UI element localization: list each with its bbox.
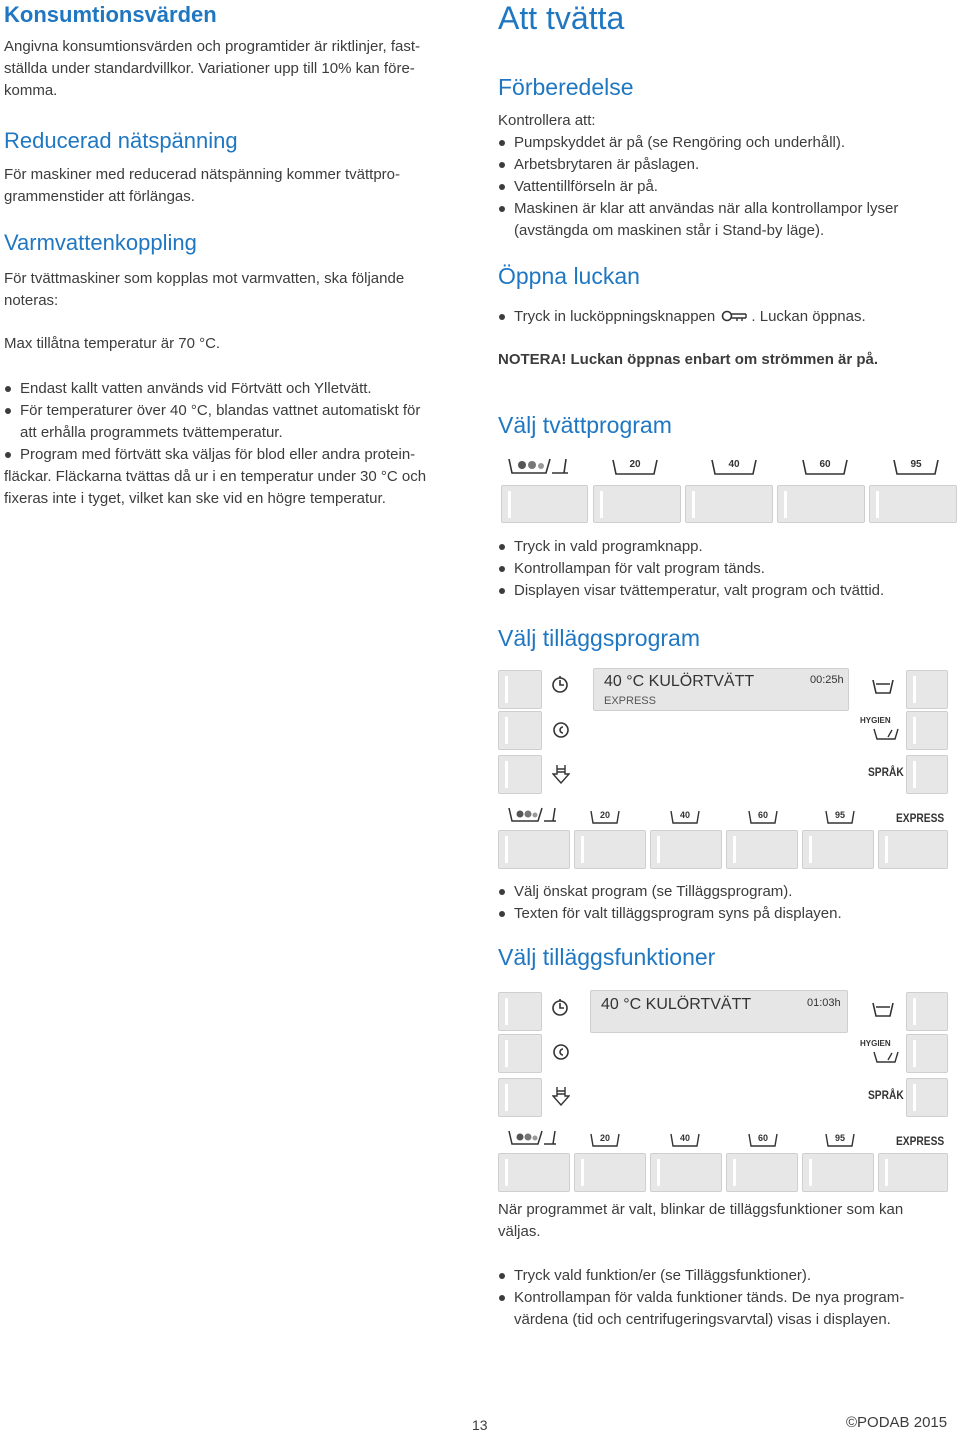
text-line: värdena (tid och centrifugeringsvarvtal) visas i displayen. — [514, 1311, 891, 1328]
temp-label: 95 — [834, 1133, 845, 1143]
key-icon — [721, 309, 749, 323]
preparation-intro: Kontrollera att: — [498, 112, 596, 129]
text-line: väljas. — [498, 1223, 541, 1240]
temp-label: 60 — [819, 459, 831, 470]
hot-water-bullets — [4, 378, 466, 466]
copyright: ©PODAB 2015 — [846, 1414, 948, 1431]
text-line: Arbetsbrytaren är påslagen. — [514, 156, 700, 173]
hygien-label: HYGIEN — [860, 716, 891, 725]
text-line: Välj önskat program (se Tilläggsprogram). — [514, 883, 793, 900]
temp-60-icon — [748, 810, 778, 824]
temp-95-icon — [892, 458, 940, 476]
sprak-label: SPRÅK — [868, 1088, 904, 1102]
temp-label: 40 — [679, 1133, 690, 1143]
prewash-tub-icon — [508, 805, 558, 825]
display-time: 01:03h — [807, 997, 841, 1009]
program-button-20[interactable] — [593, 485, 681, 523]
list-item — [4, 378, 466, 400]
program-button-40[interactable] — [650, 1153, 722, 1192]
display-panel — [590, 990, 848, 1033]
function-button-hygien[interactable] — [906, 1034, 948, 1073]
temp-20-icon — [590, 810, 620, 824]
door-note — [498, 349, 878, 371]
program-button-95[interactable] — [869, 485, 957, 523]
temp-label: 20 — [629, 459, 641, 470]
tub-icon — [871, 1001, 895, 1019]
list-item — [498, 881, 960, 903]
text-line: Vattentillförseln är på. — [514, 178, 658, 195]
protein-stains-continuation — [4, 466, 466, 510]
heading-select-program: Välj tvättprogram — [498, 412, 672, 438]
sprak-label: SPRÅK — [868, 765, 904, 779]
list-item — [498, 132, 960, 154]
program-button-20[interactable] — [574, 830, 646, 869]
function-button-drain[interactable] — [498, 1078, 542, 1117]
text-line: Program med förtvätt ska väljas för blod eller andra protein- — [20, 446, 416, 463]
program-button-prewash[interactable] — [498, 1153, 570, 1192]
text-line: Kontrollampan för valda funktioner tänds. De nya program- — [514, 1289, 905, 1306]
list-item — [498, 1287, 960, 1331]
heading-consumption: Konsumtionsvärden — [4, 2, 217, 27]
text-line: Angivna konsumtionsvärden och programtider är riktlinjer, fast- — [4, 38, 421, 55]
temp-95-icon — [825, 810, 855, 824]
page-title: Att tvätta — [498, 0, 625, 36]
consumption-paragraph — [4, 36, 466, 102]
temp-label: 20 — [599, 1133, 610, 1143]
preparation-bullets — [498, 132, 960, 242]
program-button-express[interactable] — [878, 830, 948, 869]
text-line: fläckar. Fläckarna tvättas då ur i en temperatur under 30 °C och — [4, 468, 427, 485]
display-panel — [593, 668, 849, 711]
extra-button-spin[interactable] — [498, 711, 542, 750]
text-line: När programmet är valt, blinkar de tilläggsfunktioner som kan — [498, 1201, 904, 1218]
text-line: att erhålla programmets tvättemperatur. — [20, 424, 283, 441]
program-button-prewash[interactable] — [498, 830, 570, 869]
hygien-tub-icon — [873, 727, 899, 741]
temp-label: 60 — [757, 1133, 768, 1143]
list-item — [498, 580, 960, 602]
select-program-bullets — [498, 536, 960, 602]
spin-icon — [551, 1042, 571, 1062]
program-button-60[interactable] — [726, 1153, 798, 1192]
program-button-20[interactable] — [574, 1153, 646, 1192]
text-line: Displayen visar tvättemperatur, valt program och tvättid. — [514, 582, 885, 599]
heading-open-door: Öppna luckan — [498, 263, 640, 289]
note-label: NOTERA! — [498, 351, 567, 368]
list-item — [498, 198, 960, 242]
extra-button-delay[interactable] — [498, 670, 542, 709]
extra-program-bullets — [498, 881, 960, 925]
text-line: Texten för valt tilläggsprogram syns på displayen. — [514, 905, 842, 922]
temp-95-icon — [825, 1133, 855, 1147]
open-door-bullets — [498, 306, 960, 328]
program-button-60[interactable] — [777, 485, 865, 523]
extra-functions-paragraph — [498, 1199, 958, 1243]
text-line: (avstängda om maskinen står i Stand-by läge). — [514, 222, 825, 239]
spin-icon — [551, 720, 571, 740]
prewash-tub-icon — [508, 456, 570, 478]
function-button-spin[interactable] — [498, 1034, 542, 1073]
list-item — [4, 400, 466, 444]
text-line: fixeras inte i tyget, vilket kan ske vid en högre temperatur. — [4, 490, 386, 507]
temp-40-icon — [710, 458, 758, 476]
program-button-prewash[interactable] — [501, 485, 588, 523]
list-item — [498, 154, 960, 176]
list-item — [498, 558, 960, 580]
program-button-60[interactable] — [726, 830, 798, 869]
text-line: komma. — [4, 82, 58, 99]
clock-icon — [550, 675, 570, 695]
hot-water-paragraph — [4, 268, 466, 312]
express-label: EXPRESS — [896, 1134, 945, 1148]
list-item — [498, 903, 960, 925]
heading-extra-program: Välj tilläggsprogram — [498, 625, 700, 651]
extra-functions-bullets — [498, 1265, 960, 1331]
text-line: Tryck vald funktion/er (se Tilläggsfunktioner). — [514, 1267, 812, 1284]
text-line: ställda under standardvillkor. Variationer upp till 10% kan före- — [4, 60, 415, 77]
heading-preparation: Förberedelse — [498, 74, 634, 100]
temp-label: 20 — [599, 810, 610, 820]
temp-label: 60 — [757, 810, 768, 820]
temp-label: 40 — [728, 459, 740, 470]
temp-40-icon — [670, 810, 700, 824]
text-line: . Luckan öppnas. — [751, 308, 866, 325]
function-button-language[interactable] — [906, 1078, 948, 1117]
function-button-delay[interactable] — [498, 992, 542, 1031]
text-line: Pumpskyddet är på (se Rengöring och underhåll). — [514, 134, 846, 151]
temp-20-icon — [611, 458, 659, 476]
list-item — [498, 536, 960, 558]
list-item — [498, 306, 960, 328]
clock-icon — [550, 998, 570, 1018]
extra-button-tub[interactable] — [906, 670, 948, 709]
temp-60-icon — [801, 458, 849, 476]
text-line: noteras: — [4, 292, 59, 309]
program-button-95[interactable] — [802, 830, 874, 869]
text-line: Kontrollampan för valt program tänds. — [514, 560, 765, 577]
function-button-tub[interactable] — [906, 992, 948, 1031]
program-button-95[interactable] — [802, 1153, 874, 1192]
text-line: Maskinen är klar att användas när alla kontrollampor lyser — [514, 200, 899, 217]
program-button-40[interactable] — [650, 830, 722, 869]
list-item — [498, 1265, 960, 1287]
display-program-text: 40 °C KULÖRTVÄTT — [601, 996, 752, 1013]
drain-arrow-icon — [552, 764, 570, 784]
display-program-text: 40 °C KULÖRTVÄTT — [604, 673, 755, 690]
extra-button-hygien[interactable] — [906, 711, 948, 750]
hygien-tub-icon — [873, 1050, 899, 1064]
heading-extra-functions: Välj tilläggsfunktioner — [498, 944, 716, 970]
heading-reduced-voltage: Reducerad nätspänning — [4, 128, 238, 153]
text-line: Tryck in vald programknapp. — [514, 538, 703, 555]
heading-hot-water: Varmvattenkoppling — [4, 230, 197, 255]
max-temperature-text: Max tillåtna temperatur är 70 °C. — [4, 335, 221, 352]
drain-arrow-icon — [552, 1086, 570, 1106]
reduced-voltage-paragraph — [4, 164, 466, 208]
extra-button-language[interactable] — [906, 755, 948, 794]
hygien-label: HYGIEN — [860, 1039, 891, 1048]
text-line: Endast kallt vatten används vid Förtvätt och Ylletvätt. — [20, 380, 372, 397]
program-button-40[interactable] — [685, 485, 773, 523]
note-text: Luckan öppnas enbart om strömmen är på. — [566, 351, 879, 368]
tub-icon — [871, 678, 895, 696]
text-line: För maskiner med reducerad nätspänning kommer tvättpro- — [4, 166, 401, 183]
extra-button-drain[interactable] — [498, 755, 542, 794]
temp-60-icon — [748, 1133, 778, 1147]
prewash-tub-icon — [508, 1128, 558, 1148]
program-button-express[interactable] — [878, 1153, 948, 1192]
express-label: EXPRESS — [896, 811, 945, 825]
temp-label: 40 — [679, 810, 690, 820]
temp-label: 95 — [834, 810, 845, 820]
text-line: grammenstider att förlängas. — [4, 188, 195, 205]
display-subtext: EXPRESS — [604, 695, 656, 707]
text-line: För tvättmaskiner som kopplas mot varmvatten, ska följande — [4, 270, 405, 287]
temp-40-icon — [670, 1133, 700, 1147]
page-number: 13 — [472, 1417, 488, 1433]
list-item — [498, 176, 960, 198]
temp-20-icon — [590, 1133, 620, 1147]
text-line: För temperaturer över 40 °C, blandas vattnet automatiskt för — [20, 402, 421, 419]
list-item — [4, 444, 466, 466]
display-time: 00:25h — [810, 674, 844, 686]
temp-label: 95 — [910, 459, 922, 470]
text-line: Tryck in lucköppningsknappen — [514, 308, 716, 325]
